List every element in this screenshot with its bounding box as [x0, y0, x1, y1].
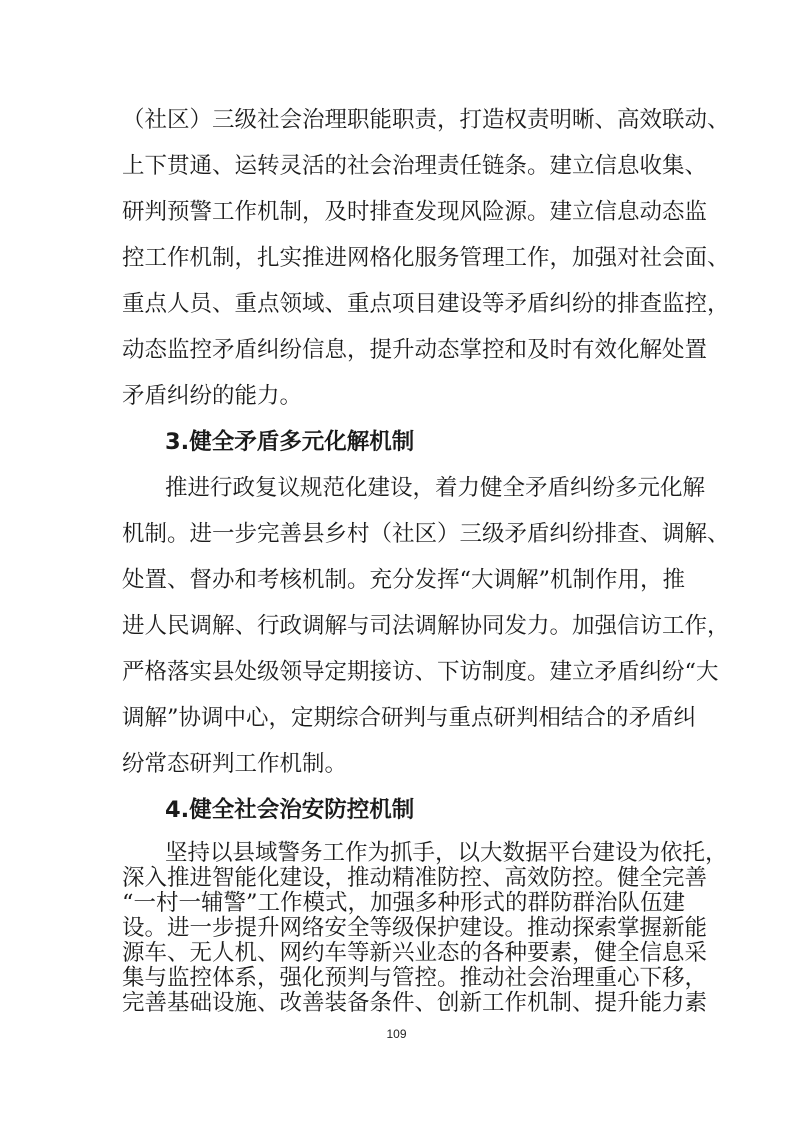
paragraph-3-line-6: 集与监控体系，强化预判与管控。推动社会治理重心下移， [122, 965, 708, 991]
paragraph-2-line-3: 处置、督办和考核机制。充分发挥“大调解”机制作用，推 [122, 567, 686, 593]
paragraph-3-line-1: 坚持以县域警务工作为抓手，以大数据平台建设为依托， [165, 840, 728, 866]
paragraph-3-line-7: 完善基础设施、改善装备条件、创新工作机制、提升能力素 [122, 990, 708, 1016]
paragraph-1-line-1: （社区）三级社会治理职能职责，打造权责明晰、高效联动、 [122, 107, 730, 133]
paragraph-1-line-3: 研判预警工作机制，及时排查发现风险源。建立信息动态监 [122, 199, 708, 225]
paragraph-2-line-1: 推进行政复议规范化建设，着力健全矛盾纠纷多元化解 [165, 475, 706, 501]
section-heading-3: 3.健全矛盾多元化解机制 [165, 429, 415, 455]
paragraph-1-line-4: 控工作机制，扎实推进网格化服务管理工作，加强对社会面、 [122, 245, 730, 271]
section-heading-4: 4.健全社会治安防控机制 [165, 797, 415, 823]
paragraph-1-line-5: 重点人员、重点领域、重点项目建设等矛盾纠纷的排查监控， [122, 291, 730, 317]
paragraph-1-line-6: 动态监控矛盾纠纷信息，提升动态掌控和及时有效化解处置 [122, 337, 708, 363]
paragraph-3-line-5: 源车、无人机、网约车等新兴业态的各种要素，健全信息采 [122, 940, 708, 966]
paragraph-1-line-2: 上下贯通、运转灵活的社会治理责任链条。建立信息收集、 [122, 153, 708, 179]
paragraph-3-line-3: “一村一辅警”工作模式，加强多种形式的群防群治队伍建 [122, 890, 686, 916]
paragraph-3-line-4: 设。进一步提升网络安全等级保护建设。推动探索掌握新能 [122, 915, 708, 941]
paragraph-2-line-6: 调解”协调中心，定期综合研判与重点研判相结合的矛盾纠 [122, 705, 697, 731]
paragraph-2-line-5: 严格落实县处级领导定期接访、下访制度。建立矛盾纠纷“大 [122, 659, 719, 685]
page-number: 109 [386, 1027, 407, 1041]
paragraph-2-line-2: 机制。进一步完善县乡村（社区）三级矛盾纠纷排查、调解、 [122, 521, 730, 547]
paragraph-1-line-7: 矛盾纠纷的能力。 [122, 383, 303, 409]
paragraph-2-line-4: 进人民调解、行政调解与司法调解协同发力。加强信访工作， [122, 613, 730, 639]
paragraph-3-line-2: 深入推进智能化建设，推动精准防控、高效防控。健全完善 [122, 865, 708, 891]
paragraph-2-line-7: 纷常态研判工作机制。 [122, 751, 348, 777]
